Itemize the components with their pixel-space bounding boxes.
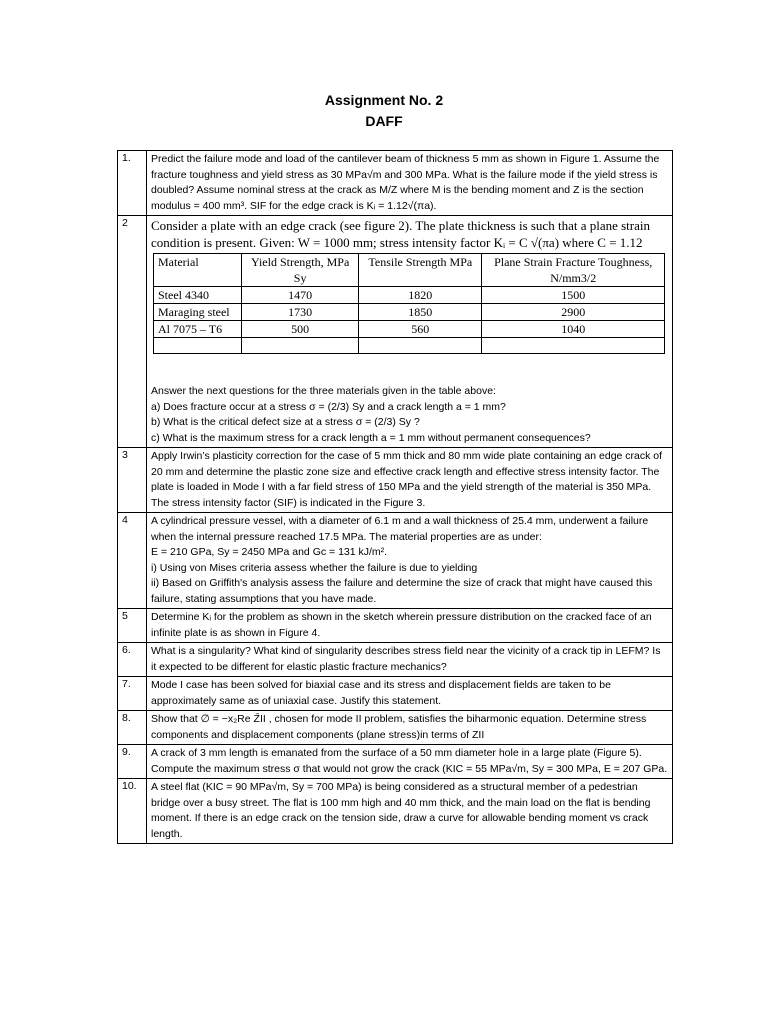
question-row-4	[118, 513, 673, 609]
header-tensile: Tensile Strength MPa	[359, 254, 482, 287]
question-text: A steel flat (KIC = 90 MPa√m, Sy = 700 MPa) is being considered as a structural member of a pedestrian bridge over a busy street. The flat is 100 mm high and 40 mm thick, and the main load on the flat is bending moment. If there is an edge crack on the tension side, draw a curve for allowable bending moment vs crack length.	[147, 779, 673, 844]
cell-material: Al 7075 – T6	[154, 321, 242, 338]
header-toughness: Plane Strain Fracture Toughness,	[494, 255, 653, 269]
cell-yield: 500	[242, 321, 359, 338]
question-text: What is a singularity? What kind of singularity describes stress field near the vicinity of a crack tip in LEFM? Is it expected to be different for elastic plastic fracture mechanics?	[147, 643, 673, 677]
question-row-6	[118, 643, 673, 677]
header-yield: Yield Strength, MPa	[250, 255, 350, 269]
header-material: Material	[154, 254, 242, 287]
question-subtext: Answer the next questions for the three materials given in the table above:	[151, 385, 496, 397]
cell-yield: 1470	[242, 287, 359, 304]
materials-header-row	[154, 254, 665, 287]
question-number: 9.	[118, 745, 147, 779]
question-text: Apply Irwin’s plasticity correction for the case of 5 mm thick and 80 mm wide plate containing an edge crack of 20 mm and determine the plastic zone size and effective crack length and effective stress intensity factor. The plate is loaded in Mode I with a far field stress of 150 MPa and the yield strength of the material is 350 MPa. The stress intensity factor (SIF) is indicated in the Figure 3.	[147, 448, 673, 513]
cell-toughness: 2900	[482, 304, 665, 321]
question-text: E = 210 GPa, Sy = 2450 MPa and Gc = 131 kJ/m².	[151, 546, 388, 558]
question-number: 7.	[118, 677, 147, 711]
cell-toughness: 1040	[482, 321, 665, 338]
question-number: 4	[118, 513, 147, 609]
question-row-1	[118, 151, 673, 216]
materials-empty-row	[154, 338, 665, 354]
question-text: Mode I case has been solved for biaxial case and its stress and displacement fields are taken to be approximately same as of uniaxial case. Justify this statement.	[147, 677, 673, 711]
cell-material: Steel 4340	[154, 287, 242, 304]
question-row-10	[118, 779, 673, 844]
question-number: 8.	[118, 711, 147, 745]
question-part-c: c) What is the maximum stress for a crack length a = 1 mm without permanent consequences?	[151, 431, 591, 444]
cell-material: Maraging steel	[154, 304, 242, 321]
question-number: 6.	[118, 643, 147, 677]
header-toughness-unit: N/mm3/2	[550, 271, 597, 285]
materials-row	[154, 321, 665, 338]
question-text: Determine Kᵢ for the problem as shown in the sketch wherein pressure distribution on the cracked face of an infinite plate is as shown in Figure 4.	[147, 609, 673, 643]
cell-yield: 1730	[242, 304, 359, 321]
materials-table	[153, 253, 665, 354]
question-text: A crack of 3 mm length is emanated from the surface of a 50 mm diameter hole in a large plate (Figure 5). Compute the maximum stress σ that would not grow the crack (KIC = 55 MPa√m, Sy = 300 MPa, E = 207 GPa.	[147, 745, 673, 779]
cell-tensile: 1850	[359, 304, 482, 321]
question-row-5	[118, 609, 673, 643]
question-intro: Consider a plate with an edge crack (see figure 2). The plate thickness is such that a plane strain condition is present. Given: W = 1000 mm; stress intensity factor Kᵢ = C √(πa) where C = 1.12	[151, 218, 651, 250]
question-text: ii) Based on Griffith's analysis assess the failure and determine the size of crack that might have caused this failure, stating assumptions that you have made.	[151, 577, 653, 605]
cell-tensile: 1820	[359, 287, 482, 304]
cell-tensile: 560	[359, 321, 482, 338]
question-text: i) Using von Mises criteria assess whether the failure is due to yielding	[151, 561, 478, 574]
question-text: Show that ∅ = −x₂Re Z̄II , chosen for mode II problem, satisfies the biharmonic equation. Determine stress components and displacement components (plane stress)in terms of ZII	[147, 711, 673, 745]
question-part-b: b) What is the critical defect size at a stress σ = (2/3) Sy ?	[151, 416, 420, 428]
cell-toughness: 1500	[482, 287, 665, 304]
question-text: Predict the failure mode and load of the cantilever beam of thickness 5 mm as shown in Figure 1. Assume the fracture toughness and yield stress as 30 MPa√m and 300 MPa. What is the failure mode if the yield stress is doubled? Assume nominal stress at the crack as M/Z where M is the bending moment and Z is the section modulus = 400 mm³. SIF for the edge crack is Kᵢ = 1.12√(πa).	[147, 151, 673, 216]
question-number: 10.	[118, 779, 147, 844]
question-row-2	[118, 216, 673, 448]
question-number: 2	[118, 216, 147, 448]
question-row-7	[118, 677, 673, 711]
question-part-a: a) Does fracture occur at a stress σ = (2/3) Sy and a crack length a = 1 mm?	[151, 400, 506, 413]
document-title: Assignment No. 2	[324, 92, 444, 108]
question-number: 5	[118, 609, 147, 643]
question-number: 3	[118, 448, 147, 513]
question-row-3	[118, 448, 673, 513]
materials-row	[154, 287, 665, 304]
question-number: 1.	[118, 151, 147, 216]
question-row-9	[118, 745, 673, 779]
header-yield-symbol: Sy	[293, 271, 307, 285]
questions-table	[117, 150, 673, 844]
materials-row	[154, 304, 665, 321]
question-row-8	[118, 711, 673, 745]
question-text: A cylindrical pressure vessel, with a diameter of 6.1 m and a wall thickness of 25.4 mm, underwent a failure when the internal pressure reached 17.5 MPa. The material properties are as under:	[151, 515, 649, 543]
document-subtitle: DAFF	[365, 113, 403, 129]
